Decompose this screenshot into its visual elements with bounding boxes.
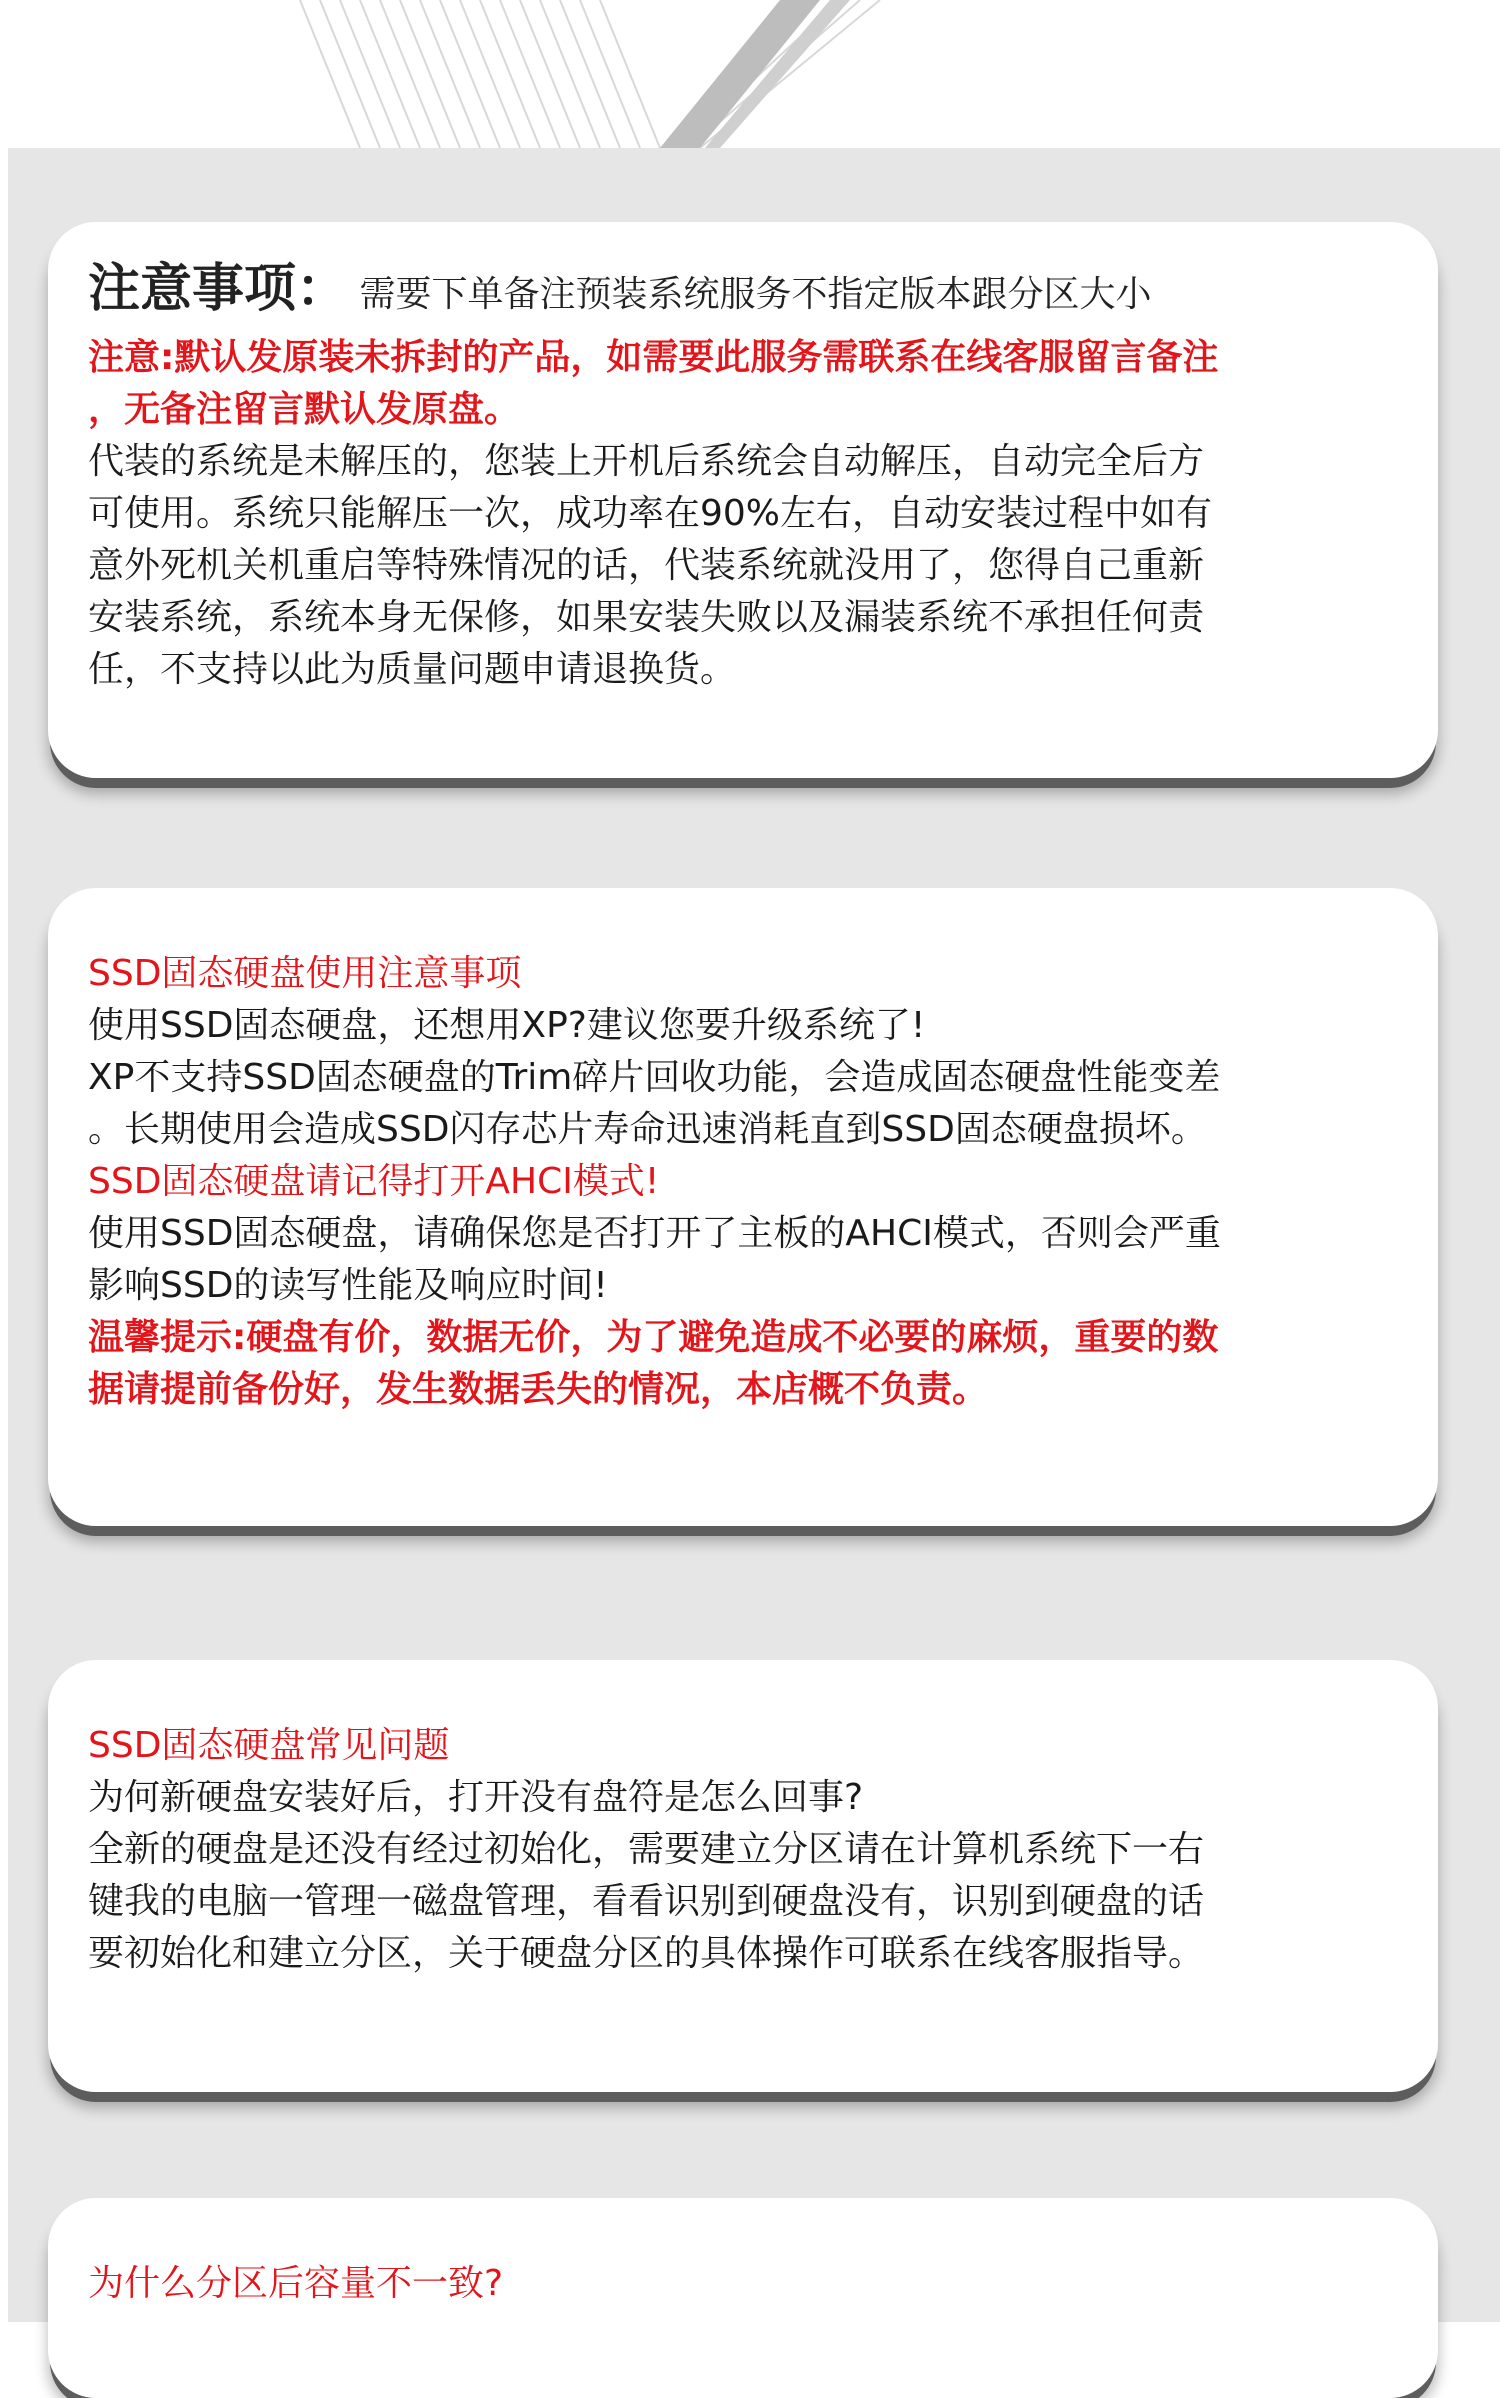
notice-title-row (88, 252, 1398, 332)
body-line: 安装系统，系统本身无保修，如果安装失败以及漏装系统不承担任何责 (88, 597, 1205, 638)
body-line: 任，不支持以此为质量问题申请退换货。 (88, 649, 737, 690)
body-line: 可使用。系统只能解压一次，成功率在90%左右，自动安装过程中如有 (88, 493, 1213, 534)
warning-line: 注意:默认发原装未拆封的产品，如需要此服务需联系在线客服留言备注 (88, 337, 1219, 378)
section-heading: 为什么分区后容量不一致? (88, 2263, 504, 2304)
section-heading: SSD固态硬盘使用注意事项 (88, 953, 522, 994)
tip-line: 温馨提示:硬盘有价，数据无价，为了避免造成不必要的麻烦，重要的数 (88, 1317, 1219, 1358)
body-line: 。长期使用会造成SSD闪存芯片寿命迅速消耗直到SSD固态硬盘损坏。 (88, 1109, 1207, 1150)
notice-title: 注意事项： (88, 259, 349, 319)
faq-card (48, 1660, 1438, 2092)
body-line: 影响SSD的读写性能及响应时间! (88, 1265, 608, 1306)
section-heading: SSD固态硬盘常见问题 (88, 1725, 450, 1766)
faq-question: 为何新硬盘安装好后，打开没有盘符是怎么回事? (88, 1777, 864, 1818)
body-line: 要初始化和建立分区，关于硬盘分区的具体操作可联系在线客服指导。 (88, 1933, 1205, 1974)
warning-line: ，无备注留言默认发原盘。 (88, 389, 521, 430)
body-line: 使用SSD固态硬盘，请确保您是否打开了主板的AHCI模式，否则会严重 (88, 1213, 1221, 1254)
capacity-card (48, 2198, 1438, 2398)
notice-title-note: 需要下单备注预装系统服务不指定版本跟分区大小 (359, 274, 1152, 315)
body-line: 使用SSD固态硬盘，还想用XP?建议您要升级系统了! (88, 1005, 926, 1046)
body-line: 键我的电脑一管理一磁盘管理，看看识别到硬盘没有，识别到硬盘的话 (88, 1881, 1205, 1922)
ssd-usage-card (48, 888, 1438, 1526)
top-banner (0, 0, 1500, 148)
notice-card (48, 222, 1438, 778)
banner-graphic (0, 0, 1500, 148)
body-line: 意外死机关机重启等特殊情况的话，代装系统就没用了，您得自己重新 (88, 545, 1205, 586)
body-line: 全新的硬盘是还没有经过初始化，需要建立分区请在计算机系统下一右 (88, 1829, 1205, 1870)
tip-line: 据请提前备份好，发生数据丢失的情况，本店概不负责。 (88, 1369, 989, 1410)
body-line: XP不支持SSD固态硬盘的Trim碎片回收功能，会造成固态硬盘性能变差 (88, 1057, 1221, 1098)
body-line: 代装的系统是未解压的，您装上开机后系统会自动解压，自动完全后方 (88, 441, 1205, 482)
section-heading: SSD固态硬盘请记得打开AHCI模式! (88, 1161, 660, 1202)
